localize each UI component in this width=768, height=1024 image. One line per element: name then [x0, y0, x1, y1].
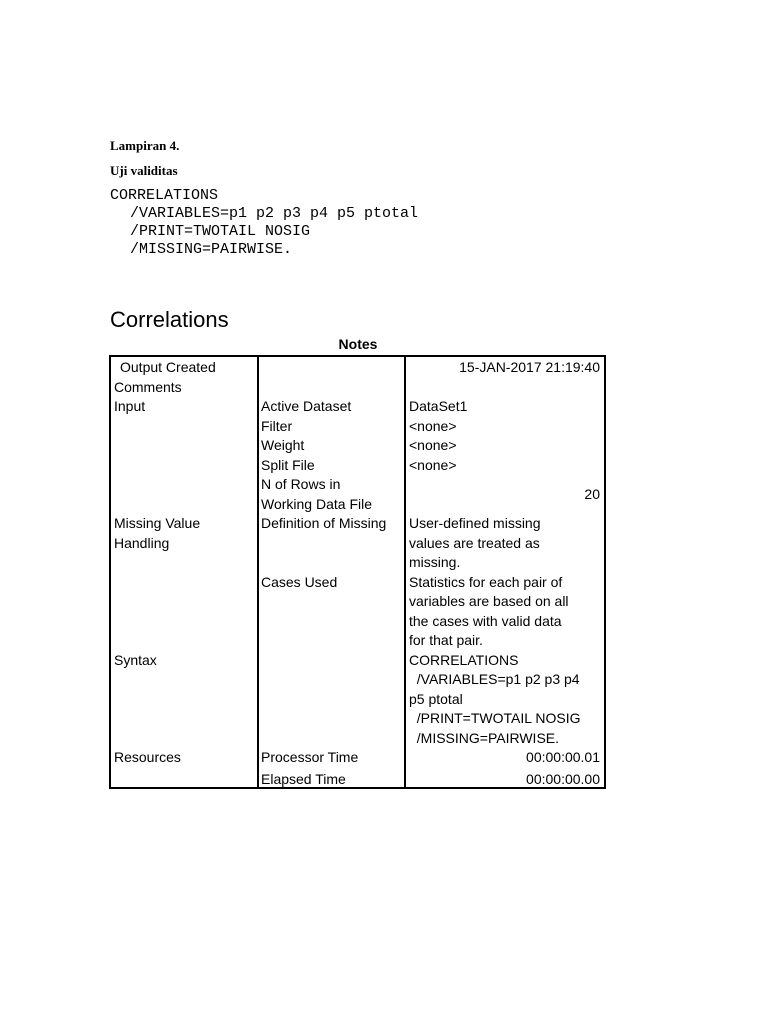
syntax-value-line: CORRELATIONS [409, 652, 519, 668]
syntax-line: /MISSING=PAIRWISE. [130, 241, 293, 258]
notes-table [109, 355, 606, 789]
output-created-value: 15-JAN-2017 21:19:40 [459, 359, 600, 375]
n-rows-value: 20 [584, 486, 600, 502]
row-label-resources: Resources [114, 749, 181, 765]
syntax-line: /PRINT=TWOTAIL NOSIG [130, 223, 311, 240]
cases-used-line: for that pair. [409, 632, 483, 648]
elapsed-time-label: Elapsed Time [261, 771, 346, 787]
syntax-line: /VARIABLES=p1 p2 p3 p4 p5 ptotal [130, 205, 419, 222]
definition-missing-line: values are treated as [409, 535, 540, 551]
definition-missing-line: missing. [409, 554, 461, 570]
syntax-value-line: /MISSING=PAIRWISE. [409, 730, 560, 746]
row-label-input: Input [114, 398, 146, 414]
weight-label: Weight [261, 437, 305, 453]
table-caption: Notes [338, 336, 378, 352]
syntax-value-line: p5 ptotal [409, 691, 463, 707]
elapsed-time-value: 00:00:00.00 [526, 771, 600, 787]
row-label-syntax: Syntax [114, 652, 157, 668]
weight-value: <none> [409, 437, 457, 453]
column-divider-bold [404, 357, 406, 787]
n-rows-label-line2: Working Data File [261, 496, 373, 512]
syntax-value-line: /VARIABLES=p1 p2 p3 p4 [409, 671, 580, 687]
cases-used-line: variables are based on all [409, 593, 569, 609]
row-label-missing-line1: Missing Value [114, 515, 201, 531]
row-label-missing-line2: Handling [114, 535, 170, 551]
processor-time-value: 00:00:00.01 [526, 749, 600, 765]
active-dataset-value: DataSet1 [409, 398, 468, 414]
cases-used-line: Statistics for each pair of [409, 574, 563, 590]
syntax-block [110, 187, 418, 259]
definition-missing-line: User-defined missing [409, 515, 541, 531]
page-title: Correlations [110, 307, 229, 332]
row-label-comments: Comments [114, 379, 182, 395]
active-dataset-label: Active Dataset [261, 398, 352, 414]
processor-time-label: Processor Time [261, 749, 359, 765]
split-file-value: <none> [409, 457, 457, 473]
syntax-value-line: /PRINT=TWOTAIL NOSIG [409, 710, 581, 726]
cases-used-line: the cases with valid data [409, 613, 562, 629]
definition-missing-label: Definition of Missing [261, 515, 387, 531]
filter-label: Filter [261, 418, 293, 434]
column-divider [257, 357, 259, 787]
section-subtitle: Uji validitas [110, 163, 178, 178]
split-file-label: Split File [261, 457, 315, 473]
syntax-line: CORRELATIONS [110, 187, 219, 204]
cases-used-label: Cases Used [261, 574, 338, 590]
lampiran-label: Lampiran 4. [110, 138, 180, 153]
row-label-output-created: Output Created [120, 359, 216, 375]
filter-value: <none> [409, 418, 457, 434]
n-rows-label-line1: N of Rows in [261, 476, 341, 492]
